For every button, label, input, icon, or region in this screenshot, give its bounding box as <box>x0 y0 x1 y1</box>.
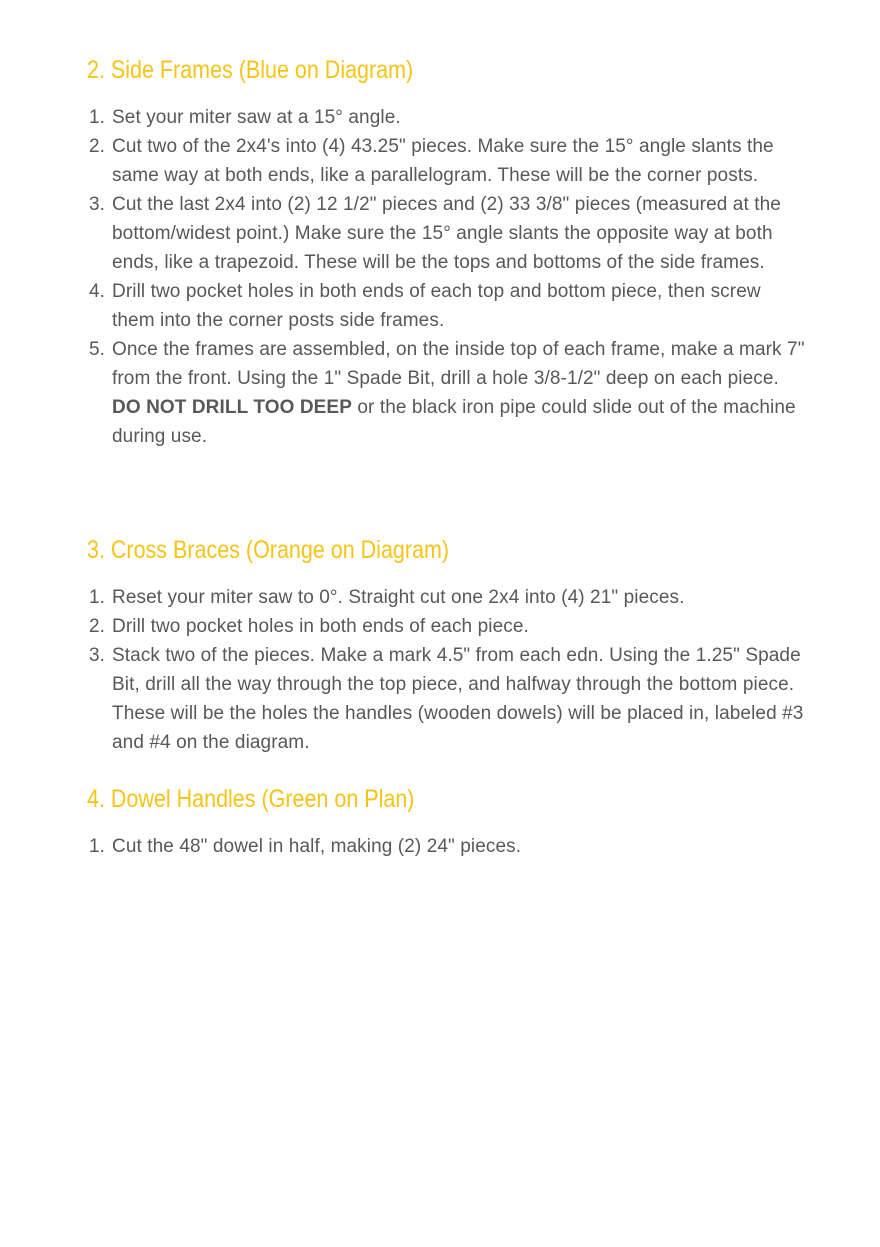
step-number: 4. <box>89 281 106 302</box>
step-number: 1. <box>89 836 106 857</box>
step-text: Stack two of the pieces. Make a mark 4.5" from each edn. Using the 1.25" Spade Bit, drill all the way through the top piece, and halfway through the bottom piece. These will be the holes the handles (wooden dowels) will be placed in, labeled #3 and #4 on the diagram. <box>112 645 804 753</box>
section-heading: 4. Dowel Handles (Green on Plan) <box>87 785 415 813</box>
step-text: Drill two pocket holes in both ends of each piece. <box>112 616 529 637</box>
steps-list <box>87 103 807 451</box>
list-item <box>87 612 807 641</box>
list-item <box>87 832 807 861</box>
step-text: Set your miter saw at a 15° angle. <box>112 107 401 128</box>
step-number: 5. <box>89 339 106 360</box>
step-text: Drill two pocket holes in both ends of each top and bottom piece, then screw them into the corner posts side frames. <box>112 281 761 331</box>
list-item <box>87 277 807 335</box>
section-side-frames <box>87 55 807 451</box>
list-item <box>87 190 807 277</box>
step-number: 1. <box>89 587 106 608</box>
list-item <box>87 583 807 612</box>
step-number: 3. <box>89 194 106 215</box>
steps-list <box>87 832 807 861</box>
step-number: 3. <box>89 645 106 666</box>
list-item <box>87 132 807 190</box>
step-number: 2. <box>89 136 106 157</box>
step-text: Cut the last 2x4 into (2) 12 1/2" pieces and (2) 33 3/8" pieces (measured at the bottom/widest point.) Make sure the 15° angle slants the opposite way at both ends, like a trapezoid. These will be the tops and bottoms of the side frames. <box>112 194 781 273</box>
step-text: Cut the 48" dowel in half, making (2) 24" pieces. <box>112 836 522 857</box>
step-text: Once the frames are assembled, on the inside top of each frame, make a mark 7" from the front. Using the 1" Spade Bit, drill a hole 3/8-1/2" deep on each piece. <box>112 339 805 389</box>
step-number: 1. <box>89 107 106 128</box>
step-number: 2. <box>89 616 106 637</box>
section-heading: 2. Side Frames (Blue on Diagram) <box>87 56 414 84</box>
section-dowel-handles <box>87 784 807 861</box>
step-text: Reset your miter saw to 0°. Straight cut one 2x4 into (4) 21" pieces. <box>112 587 685 608</box>
step-text: Cut two of the 2x4's into (4) 43.25" pieces. Make sure the 15° angle slants the same way at both ends, like a parallelogram. These will be the corner posts. <box>112 136 774 186</box>
section-heading: 3. Cross Braces (Orange on Diagram) <box>87 536 450 564</box>
list-item <box>87 103 807 132</box>
section-cross-braces <box>87 535 807 757</box>
steps-list <box>87 583 807 757</box>
list-item <box>87 641 807 757</box>
step-text: or the black iron pipe could slide out of the machine during use. <box>112 397 796 447</box>
warning-text: DO NOT DRILL TOO DEEP <box>112 397 352 418</box>
list-item <box>87 335 807 451</box>
